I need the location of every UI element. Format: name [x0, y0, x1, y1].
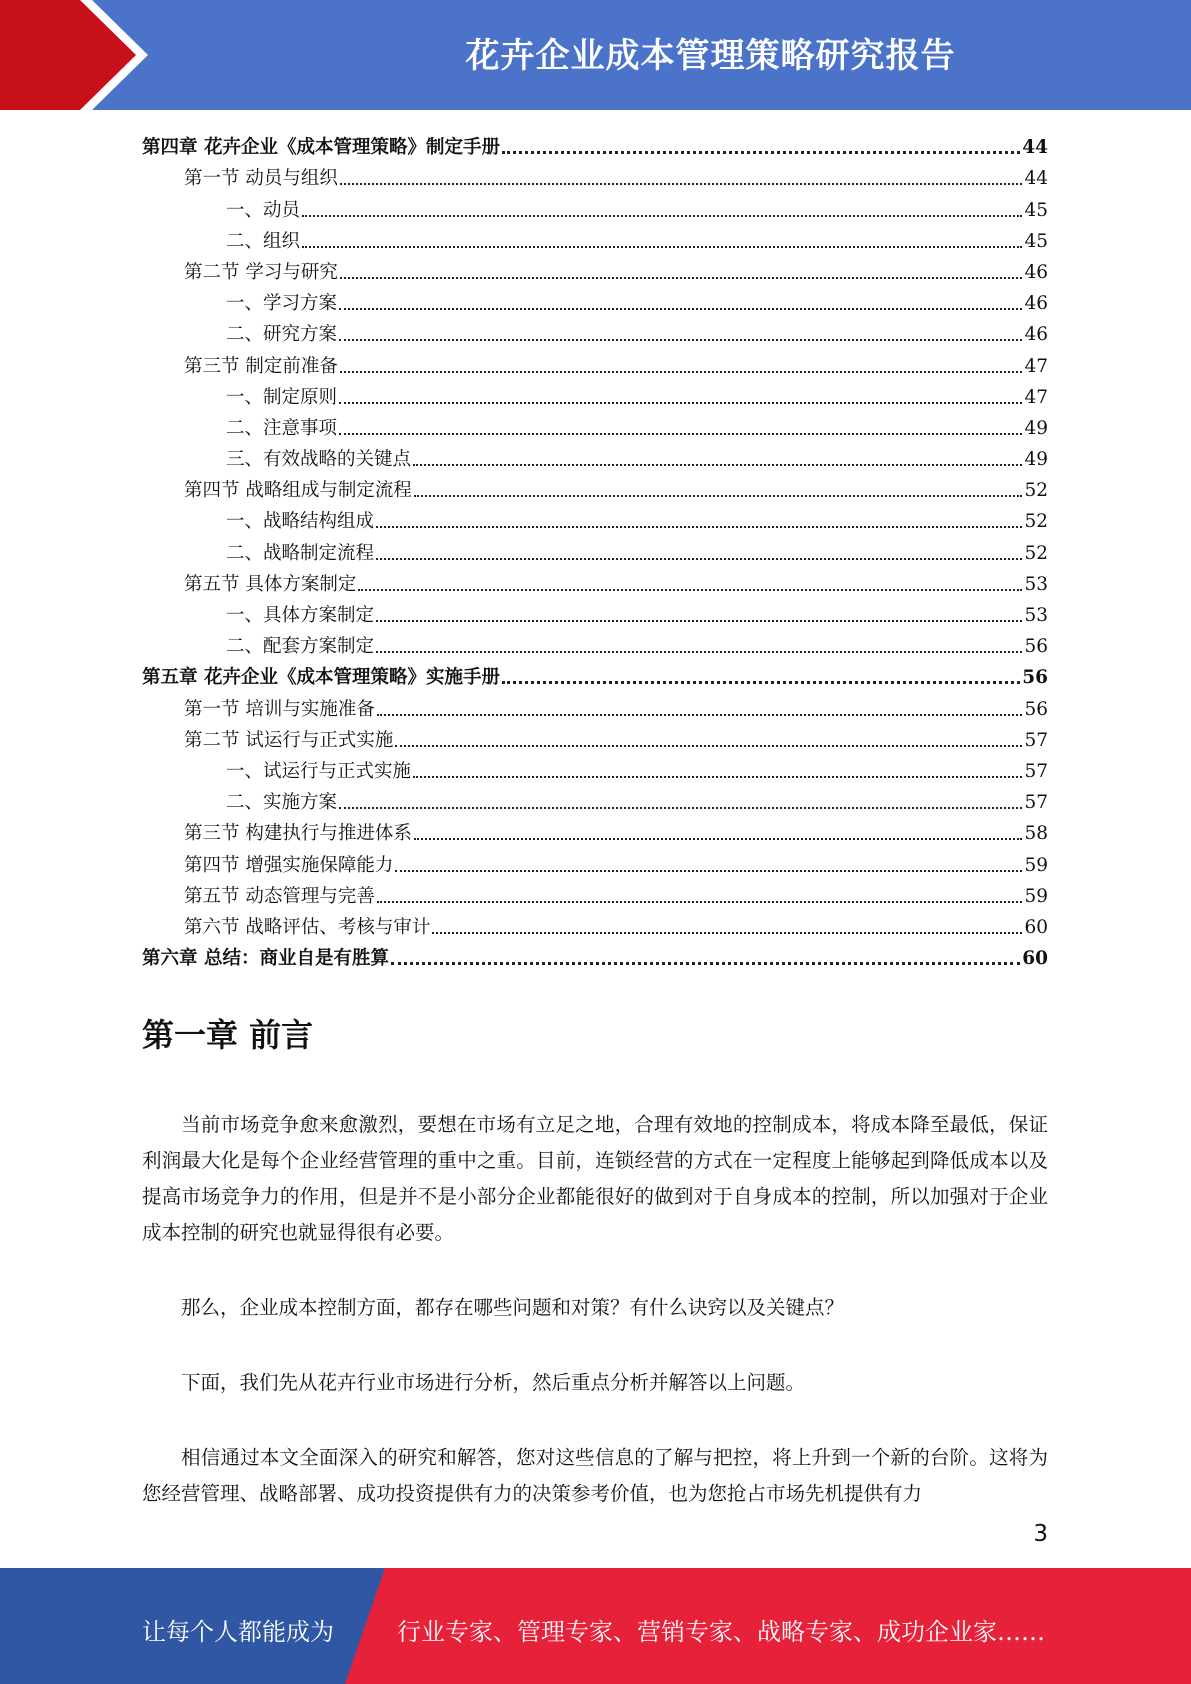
- toc-entry-title: 二、组织: [226, 230, 301, 252]
- toc-entry[interactable]: [142, 877, 1048, 908]
- header-red-arrow: [0, 0, 160, 110]
- chapter-body: [142, 1107, 1048, 1551]
- toc-entry-page: 47: [1024, 386, 1048, 408]
- toc-entry[interactable]: [142, 315, 1048, 346]
- toc-entry[interactable]: [142, 752, 1048, 783]
- toc-entry-title: 第四章 花卉企业《成本管理策略》制定手册: [142, 137, 500, 159]
- toc-dot-leader: [432, 932, 1022, 934]
- toc-entry-title: 一、试运行与正式实施: [226, 760, 412, 782]
- footer-slogan-right: 行业专家、管理专家、营销专家、战略专家、成功企业家……: [397, 1618, 1045, 1646]
- toc-entry-page: 46: [1024, 261, 1048, 283]
- toc-entry-page: 53: [1024, 605, 1048, 626]
- toc-entry[interactable]: [142, 533, 1048, 564]
- toc-dot-leader: [377, 714, 1023, 716]
- toc-entry-title: 第四节 战略组成与制定流程: [184, 480, 412, 502]
- toc-dot-leader: [339, 433, 1022, 435]
- toc-entry-page: 52: [1024, 480, 1048, 502]
- toc-dot-leader: [391, 962, 1020, 965]
- toc-entry[interactable]: [142, 128, 1048, 159]
- toc-entry-page: 46: [1024, 324, 1048, 346]
- footer-slogan-left: 让每个人都能成为: [142, 1618, 334, 1646]
- toc-dot-leader: [376, 651, 1022, 653]
- toc-entry-page: 47: [1024, 355, 1048, 377]
- toc-entry-page: 52: [1024, 542, 1048, 564]
- toc-entry[interactable]: [142, 939, 1048, 970]
- toc-entry-title: 二、研究方案: [226, 324, 338, 346]
- toc-entry-title: 二、配套方案制定: [226, 636, 375, 658]
- toc-dot-leader: [302, 246, 1022, 248]
- toc-entry-title: 第二节 试运行与正式实施: [184, 729, 394, 751]
- toc-entry-page: 59: [1024, 885, 1048, 907]
- toc-entry-page: 60: [1022, 948, 1048, 970]
- toc-entry-page: 53: [1024, 573, 1048, 595]
- toc-entry-page: 49: [1024, 417, 1048, 439]
- toc-entry-title: 一、制定原则: [226, 386, 338, 408]
- toc-entry-title: 一、动员: [226, 199, 301, 221]
- toc-entry-page: 44: [1024, 168, 1048, 190]
- toc-dot-leader: [413, 464, 1022, 466]
- toc-entry-page: 57: [1024, 792, 1048, 814]
- body-paragraph: 下面，我们先从花卉行业市场进行分析，然后重点分析并解答以上问题。: [181, 1371, 806, 1394]
- toc-dot-leader: [502, 151, 1020, 154]
- toc-dot-leader: [395, 745, 1022, 747]
- toc-dot-leader: [395, 870, 1022, 872]
- chapter-heading: 第一章 前言: [142, 1016, 314, 1054]
- toc-dot-leader: [302, 215, 1022, 217]
- toc-entry-page: 49: [1024, 449, 1048, 471]
- toc-entry-title: 第六章 总结：商业自是有胜算: [142, 948, 389, 970]
- toc-dot-leader: [340, 371, 1023, 373]
- toc-entry-page: 46: [1024, 293, 1048, 315]
- toc-entry[interactable]: [142, 814, 1048, 845]
- toc-dot-leader: [414, 495, 1023, 497]
- toc-entry-page: 59: [1024, 854, 1048, 876]
- toc-dot-leader: [339, 807, 1022, 809]
- toc-entry[interactable]: [142, 845, 1048, 876]
- toc-entry-title: 第五节 动态管理与完善: [184, 885, 375, 907]
- toc-entry-title: 一、具体方案制定: [226, 605, 375, 626]
- toc-entry-page: 58: [1024, 823, 1048, 845]
- toc-entry-page: 56: [1024, 636, 1048, 658]
- toc-entry[interactable]: [142, 658, 1048, 689]
- toc-entry[interactable]: [142, 222, 1048, 253]
- report-title: 花卉企业成本管理策略研究报告: [465, 36, 956, 76]
- toc-entry-title: 一、学习方案: [226, 293, 338, 315]
- toc-entry-page: 44: [1022, 137, 1048, 159]
- toc-dot-leader: [376, 526, 1022, 528]
- toc-dot-leader: [502, 681, 1020, 684]
- page-footer: [0, 1568, 1191, 1684]
- toc-entry[interactable]: [142, 908, 1048, 939]
- toc-entry[interactable]: [142, 284, 1048, 315]
- toc-dot-leader: [376, 620, 1022, 622]
- toc-dot-leader: [414, 838, 1023, 840]
- toc-entry[interactable]: [142, 721, 1048, 752]
- body-paragraph: 当前市场竞争愈来愈激烈，要想在市场有立足之地，合理有效地的控制成本，将成本降至最低，保证利润最大化是每个企业经营管理的重中之重。目前，连锁经营的方式在一定程度上能够起到降低成本以及提高市场竞争力的作用，但是并不是小部分企业都能很好的做到对于自身成本的控制，所以加强对于企业成本控制的研究也就显得很有必要。: [142, 1113, 1048, 1244]
- toc-entry-title: 第四节 增强实施保障能力: [184, 854, 394, 876]
- toc-entry-page: 60: [1024, 916, 1048, 938]
- toc-entry-title: 二、战略制定流程: [226, 542, 375, 564]
- toc-entry[interactable]: [142, 440, 1048, 471]
- toc-entry-title: 一、战略结构组成: [226, 511, 375, 533]
- toc-entry[interactable]: [142, 159, 1048, 190]
- toc-entry-page: 56: [1022, 667, 1048, 689]
- toc-entry-page: 52: [1024, 511, 1048, 533]
- page-number: 3: [1033, 1521, 1048, 1547]
- body-paragraph: 那么，企业成本控制方面，都存在哪些问题和对策？有什么诀窍以及关键点？: [181, 1296, 845, 1319]
- toc-entry-page: 56: [1024, 698, 1048, 720]
- toc-entry-title: 第五节 具体方案制定: [184, 573, 357, 595]
- toc-entry[interactable]: [142, 627, 1048, 658]
- toc-entry-page: 57: [1024, 729, 1048, 751]
- toc-dot-leader: [339, 308, 1022, 310]
- toc-entry[interactable]: [142, 253, 1048, 284]
- toc-entry-title: 第一节 培训与实施准备: [184, 698, 375, 720]
- toc-entry-title: 第六节 战略评估、考核与审计: [184, 916, 431, 938]
- toc-entry[interactable]: [142, 783, 1048, 814]
- toc-entry[interactable]: [142, 596, 1048, 627]
- toc-dot-leader: [413, 776, 1022, 778]
- body-paragraph: 相信通过本文全面深入的研究和解答，您对这些信息的了解与把控，将上升到一个新的台阶。这将为您经营管理、战略部署、成功投资提供有力的决策参考价值，也为您抢占市场先机提供有力: [142, 1446, 1048, 1505]
- toc-entry-title: 第一节 动员与组织: [184, 168, 338, 190]
- toc-entry[interactable]: [142, 689, 1048, 720]
- toc-entry-title: 第三节 制定前准备: [184, 355, 338, 377]
- toc-entry-title: 第二节 学习与研究: [184, 261, 338, 283]
- toc-dot-leader: [377, 901, 1023, 903]
- toc-dot-leader: [339, 339, 1022, 341]
- toc-entry-page: 57: [1024, 760, 1048, 782]
- toc-entry[interactable]: [142, 409, 1048, 440]
- table-of-contents: [142, 128, 1048, 970]
- toc-entry[interactable]: [142, 190, 1048, 221]
- toc-dot-leader: [376, 558, 1022, 560]
- toc-dot-leader: [339, 402, 1022, 404]
- toc-dot-leader: [358, 589, 1022, 591]
- toc-entry[interactable]: [142, 378, 1048, 409]
- toc-entry[interactable]: [142, 346, 1048, 377]
- toc-dot-leader: [340, 183, 1023, 185]
- page-header: [0, 0, 1191, 110]
- toc-entry-page: 45: [1024, 199, 1048, 221]
- toc-entry[interactable]: [142, 502, 1048, 533]
- toc-entry-title: 二、注意事项: [226, 417, 338, 439]
- toc-entry-title: 二、实施方案: [226, 792, 338, 814]
- toc-entry-title: 第五章 花卉企业《成本管理策略》实施手册: [142, 667, 500, 689]
- toc-entry-page: 45: [1024, 230, 1048, 252]
- toc-dot-leader: [340, 277, 1023, 279]
- toc-entry-title: 三、有效战略的关键点: [226, 449, 412, 471]
- toc-entry[interactable]: [142, 471, 1048, 502]
- toc-entry[interactable]: [142, 565, 1048, 596]
- toc-entry-title: 第三节 构建执行与推进体系: [184, 823, 412, 845]
